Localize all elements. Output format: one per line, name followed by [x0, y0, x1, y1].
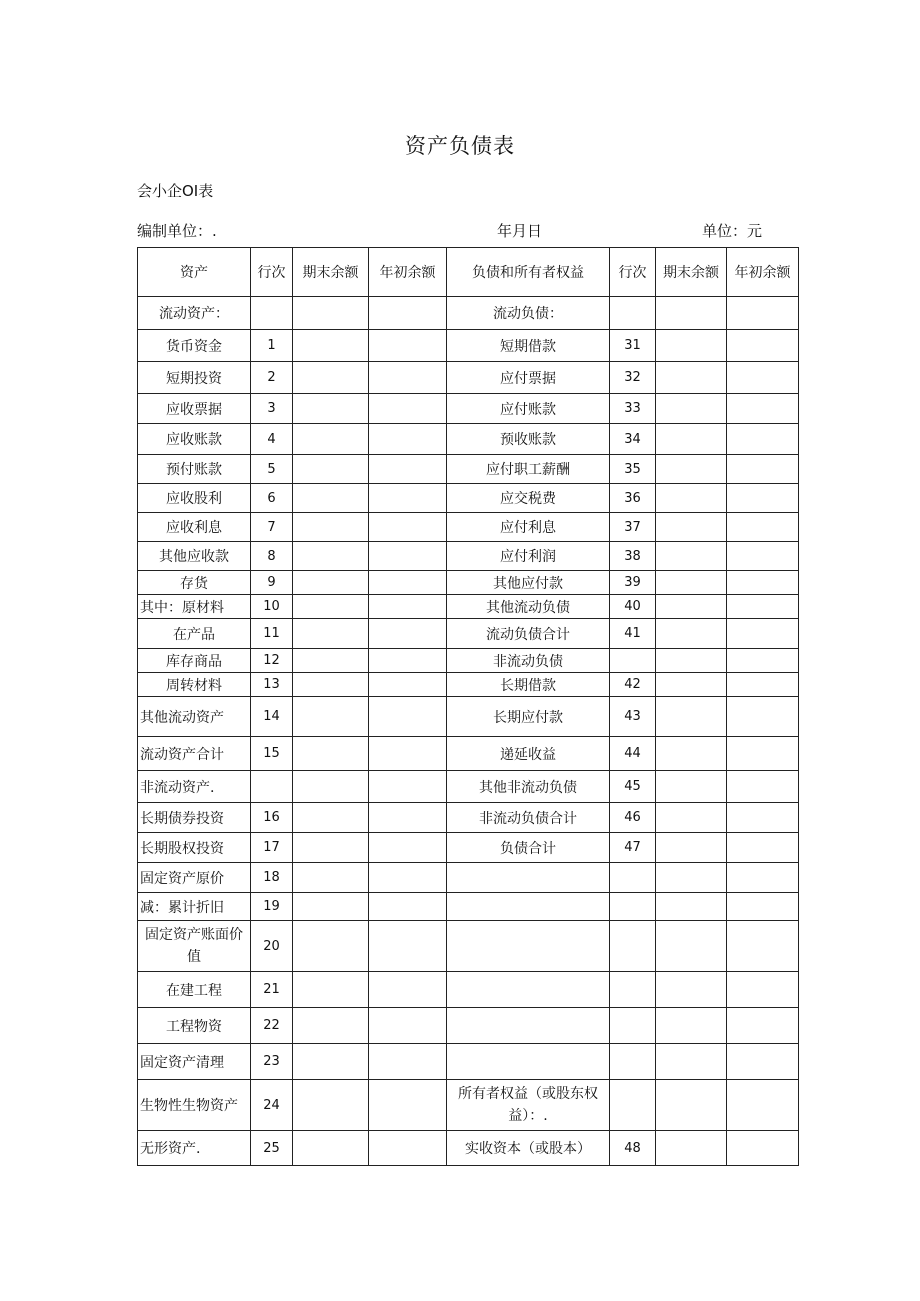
liab-name: 长期借款: [447, 673, 610, 697]
liab-line: 44: [610, 737, 656, 771]
liab-begin-cell[interactable]: [727, 424, 799, 455]
liab-name: 应交税费: [447, 484, 610, 513]
liab-name: [447, 921, 610, 972]
table-row: [138, 619, 799, 649]
liab-name: [447, 863, 610, 893]
liab-line: 32: [610, 362, 656, 394]
liab-line: 43: [610, 697, 656, 737]
liab-name: 预收账款: [447, 424, 610, 455]
asset-begin-cell[interactable]: [369, 362, 447, 394]
liab-end-cell[interactable]: [656, 1131, 727, 1166]
liab-line: [610, 297, 656, 330]
asset-name: 其中：原材料: [138, 595, 251, 619]
header-liab-begin: 年初余额: [727, 248, 799, 297]
asset-end-cell[interactable]: [293, 737, 369, 771]
liab-begin-cell[interactable]: [727, 394, 799, 424]
asset-end-cell[interactable]: [293, 1080, 369, 1131]
asset-begin-cell[interactable]: [369, 737, 447, 771]
liab-begin-cell[interactable]: [727, 972, 799, 1008]
liab-name: 非流动负债合计: [447, 803, 610, 833]
asset-line: 16: [251, 803, 293, 833]
asset-begin-cell[interactable]: [369, 542, 447, 571]
asset-name: 短期投资: [138, 362, 251, 394]
table-row: [138, 513, 799, 542]
liab-name: 实收资本（或股本）: [447, 1131, 610, 1166]
liab-line: 38: [610, 542, 656, 571]
table-row: [138, 1080, 799, 1131]
liab-end-cell[interactable]: [656, 1044, 727, 1080]
asset-begin-cell[interactable]: [369, 595, 447, 619]
header-asset: 资产: [138, 248, 251, 297]
asset-name: 库存商品: [138, 649, 251, 673]
liab-name: 其他应付款: [447, 571, 610, 595]
liab-begin-cell[interactable]: [727, 1131, 799, 1166]
liab-name: 长期应付款: [447, 697, 610, 737]
table-row: [138, 571, 799, 595]
liab-line: 48: [610, 1131, 656, 1166]
liab-end-cell[interactable]: [656, 330, 727, 362]
liab-line: 42: [610, 673, 656, 697]
asset-line: 19: [251, 893, 293, 921]
liab-name: 应付账款: [447, 394, 610, 424]
asset-end-cell[interactable]: [293, 484, 369, 513]
header-asset-begin: 年初余额: [369, 248, 447, 297]
liab-line: [610, 1008, 656, 1044]
asset-name: 在建工程: [138, 972, 251, 1008]
liab-begin-cell[interactable]: [727, 1044, 799, 1080]
asset-end-cell[interactable]: [293, 297, 369, 330]
liab-name: 应付票据: [447, 362, 610, 394]
liab-begin-cell[interactable]: [727, 833, 799, 863]
liab-line: 47: [610, 833, 656, 863]
table-row: [138, 484, 799, 513]
liab-line: 41: [610, 619, 656, 649]
asset-name: 存货: [138, 571, 251, 595]
asset-name: 在产品: [138, 619, 251, 649]
liab-line: 34: [610, 424, 656, 455]
liab-end-cell[interactable]: [656, 1008, 727, 1044]
liab-name: [447, 1044, 610, 1080]
table-row: [138, 893, 799, 921]
table-row: [138, 737, 799, 771]
asset-line: 22: [251, 1008, 293, 1044]
liab-end-cell[interactable]: [656, 542, 727, 571]
liab-begin-cell[interactable]: [727, 595, 799, 619]
liab-line: 46: [610, 803, 656, 833]
liab-end-cell[interactable]: [656, 893, 727, 921]
asset-begin-cell[interactable]: [369, 1044, 447, 1080]
liab-line: 40: [610, 595, 656, 619]
liab-begin-cell[interactable]: [727, 455, 799, 484]
liab-begin-cell[interactable]: [727, 619, 799, 649]
liab-name: 负债合计: [447, 833, 610, 863]
liab-begin-cell[interactable]: [727, 863, 799, 893]
liab-end-cell[interactable]: [656, 595, 727, 619]
asset-line: 1: [251, 330, 293, 362]
asset-line: 15: [251, 737, 293, 771]
asset-line: 25: [251, 1131, 293, 1166]
asset-name: 货币资金: [138, 330, 251, 362]
liab-line: [610, 893, 656, 921]
asset-line: 13: [251, 673, 293, 697]
table-row: [138, 673, 799, 697]
asset-end-cell[interactable]: [293, 542, 369, 571]
liab-name: 所有者权益（或股东权益）：.: [447, 1080, 610, 1131]
asset-begin-cell[interactable]: [369, 571, 447, 595]
asset-name: 无形资产.: [138, 1131, 251, 1166]
asset-end-cell[interactable]: [293, 673, 369, 697]
asset-line: 5: [251, 455, 293, 484]
asset-name: 应收账款: [138, 424, 251, 455]
asset-end-cell[interactable]: [293, 921, 369, 972]
liab-line: [610, 649, 656, 673]
asset-begin-cell[interactable]: [369, 803, 447, 833]
liab-end-cell[interactable]: [656, 455, 727, 484]
liab-name: 其他流动负债: [447, 595, 610, 619]
asset-name: 工程物资: [138, 1008, 251, 1044]
asset-name: 应收票据: [138, 394, 251, 424]
asset-end-cell[interactable]: [293, 571, 369, 595]
liab-end-cell[interactable]: [656, 297, 727, 330]
asset-begin-cell[interactable]: [369, 972, 447, 1008]
liab-begin-cell[interactable]: [727, 921, 799, 972]
liab-end-cell[interactable]: [656, 737, 727, 771]
table-row: [138, 833, 799, 863]
table-row: [138, 362, 799, 394]
liab-end-cell[interactable]: [656, 571, 727, 595]
asset-name: 流动资产合计: [138, 737, 251, 771]
asset-line: 12: [251, 649, 293, 673]
liab-begin-cell[interactable]: [727, 362, 799, 394]
asset-begin-cell[interactable]: [369, 649, 447, 673]
table-row: [138, 1044, 799, 1080]
asset-begin-cell[interactable]: [369, 424, 447, 455]
asset-line: 8: [251, 542, 293, 571]
asset-end-cell[interactable]: [293, 972, 369, 1008]
liab-begin-cell[interactable]: [727, 513, 799, 542]
table-header-row: [138, 248, 799, 297]
liab-end-cell[interactable]: [656, 513, 727, 542]
asset-line: 23: [251, 1044, 293, 1080]
table-row: [138, 330, 799, 362]
asset-end-cell[interactable]: [293, 893, 369, 921]
liab-line: 45: [610, 771, 656, 803]
asset-name: 长期债券投资: [138, 803, 251, 833]
asset-line: 17: [251, 833, 293, 863]
form-code: 会小企OI表: [137, 182, 214, 200]
liab-end-cell[interactable]: [656, 833, 727, 863]
asset-end-cell[interactable]: [293, 424, 369, 455]
asset-line: [251, 771, 293, 803]
asset-line: 24: [251, 1080, 293, 1131]
liab-end-cell[interactable]: [656, 619, 727, 649]
document-title: 资产负债表: [405, 134, 515, 158]
table-row: [138, 394, 799, 424]
asset-begin-cell[interactable]: [369, 833, 447, 863]
asset-name: 其他应收款: [138, 542, 251, 571]
liab-begin-cell[interactable]: [727, 673, 799, 697]
liab-name: 应付利润: [447, 542, 610, 571]
liab-name: 其他非流动负债: [447, 771, 610, 803]
liab-name: [447, 972, 610, 1008]
asset-name: 周转材料: [138, 673, 251, 697]
asset-begin-cell[interactable]: [369, 297, 447, 330]
asset-name: 非流动资产.: [138, 771, 251, 803]
liab-end-cell[interactable]: [656, 484, 727, 513]
header-asset-line: 行次: [251, 248, 293, 297]
asset-end-cell[interactable]: [293, 649, 369, 673]
liab-line: 33: [610, 394, 656, 424]
liab-begin-cell[interactable]: [727, 1008, 799, 1044]
liab-line: [610, 1044, 656, 1080]
asset-line: 10: [251, 595, 293, 619]
asset-end-cell[interactable]: [293, 362, 369, 394]
liab-line: 37: [610, 513, 656, 542]
date-label: 年月日: [497, 222, 543, 240]
asset-end-cell[interactable]: [293, 863, 369, 893]
asset-name: 其他流动资产: [138, 697, 251, 737]
asset-name: 减：累计折旧: [138, 893, 251, 921]
liab-end-cell[interactable]: [656, 1080, 727, 1131]
liab-begin-cell[interactable]: [727, 484, 799, 513]
asset-line: 18: [251, 863, 293, 893]
liab-begin-cell[interactable]: [727, 297, 799, 330]
asset-begin-cell[interactable]: [369, 863, 447, 893]
asset-name: 应收股利: [138, 484, 251, 513]
liab-line: 35: [610, 455, 656, 484]
asset-end-cell[interactable]: [293, 513, 369, 542]
liab-line: [610, 921, 656, 972]
header-liab-end: 期末余额: [656, 248, 727, 297]
liab-end-cell[interactable]: [656, 394, 727, 424]
asset-end-cell[interactable]: [293, 330, 369, 362]
asset-end-cell[interactable]: [293, 394, 369, 424]
liab-begin-cell[interactable]: [727, 771, 799, 803]
table-row: [138, 424, 799, 455]
liab-end-cell[interactable]: [656, 803, 727, 833]
asset-end-cell[interactable]: [293, 771, 369, 803]
balance-sheet-table: [137, 247, 799, 1166]
table-row: [138, 972, 799, 1008]
asset-begin-cell[interactable]: [369, 893, 447, 921]
asset-name: 固定资产原价: [138, 863, 251, 893]
table-row: [138, 1008, 799, 1044]
table-row: [138, 697, 799, 737]
liab-begin-cell[interactable]: [727, 737, 799, 771]
asset-begin-cell[interactable]: [369, 921, 447, 972]
asset-line: 21: [251, 972, 293, 1008]
asset-line: 7: [251, 513, 293, 542]
liab-line: 39: [610, 571, 656, 595]
asset-begin-cell[interactable]: [369, 673, 447, 697]
asset-end-cell[interactable]: [293, 619, 369, 649]
liab-end-cell[interactable]: [656, 673, 727, 697]
table-row: [138, 921, 799, 972]
table-row: [138, 803, 799, 833]
asset-begin-cell[interactable]: [369, 619, 447, 649]
liab-end-cell[interactable]: [656, 362, 727, 394]
liab-end-cell[interactable]: [656, 424, 727, 455]
liab-end-cell[interactable]: [656, 649, 727, 673]
asset-line: 14: [251, 697, 293, 737]
liab-end-cell[interactable]: [656, 771, 727, 803]
table-row: [138, 297, 799, 330]
liab-begin-cell[interactable]: [727, 893, 799, 921]
asset-line: 20: [251, 921, 293, 972]
asset-end-cell[interactable]: [293, 595, 369, 619]
header-liab: 负债和所有者权益: [447, 248, 610, 297]
liab-begin-cell[interactable]: [727, 330, 799, 362]
asset-begin-cell[interactable]: [369, 697, 447, 737]
asset-name: 流动资产：: [138, 297, 251, 330]
liab-name: 非流动负债: [447, 649, 610, 673]
asset-begin-cell[interactable]: [369, 513, 447, 542]
table-row: [138, 595, 799, 619]
table-row: [138, 649, 799, 673]
liab-name: 流动负债：: [447, 297, 610, 330]
liab-line: [610, 863, 656, 893]
asset-name: 应收利息: [138, 513, 251, 542]
asset-begin-cell[interactable]: [369, 330, 447, 362]
asset-end-cell[interactable]: [293, 1044, 369, 1080]
liab-name: 递延收益: [447, 737, 610, 771]
asset-line: 9: [251, 571, 293, 595]
asset-end-cell[interactable]: [293, 1008, 369, 1044]
table-row: [138, 455, 799, 484]
asset-begin-cell[interactable]: [369, 1008, 447, 1044]
liab-name: 短期借款: [447, 330, 610, 362]
asset-begin-cell[interactable]: [369, 484, 447, 513]
currency-unit-label: 单位：元: [702, 222, 763, 240]
asset-end-cell[interactable]: [293, 697, 369, 737]
liab-name: 应付利息: [447, 513, 610, 542]
liab-end-cell[interactable]: [656, 921, 727, 972]
asset-line: 11: [251, 619, 293, 649]
table-row: [138, 863, 799, 893]
liab-begin-cell[interactable]: [727, 697, 799, 737]
asset-end-cell[interactable]: [293, 455, 369, 484]
liab-line: 31: [610, 330, 656, 362]
header-liab-line: 行次: [610, 248, 656, 297]
asset-line: 4: [251, 424, 293, 455]
table-row: [138, 542, 799, 571]
liab-end-cell[interactable]: [656, 863, 727, 893]
asset-line: 3: [251, 394, 293, 424]
liab-line: [610, 972, 656, 1008]
asset-end-cell[interactable]: [293, 803, 369, 833]
table-row: [138, 1131, 799, 1166]
liab-begin-cell[interactable]: [727, 1080, 799, 1131]
table-row: [138, 771, 799, 803]
asset-line: [251, 297, 293, 330]
asset-name: 预付账款: [138, 455, 251, 484]
liab-name: [447, 1008, 610, 1044]
asset-end-cell[interactable]: [293, 1131, 369, 1166]
asset-begin-cell[interactable]: [369, 455, 447, 484]
liab-end-cell[interactable]: [656, 697, 727, 737]
asset-line: 2: [251, 362, 293, 394]
liab-begin-cell[interactable]: [727, 542, 799, 571]
asset-name: 固定资产账面价值: [138, 921, 251, 972]
asset-begin-cell[interactable]: [369, 394, 447, 424]
liab-line: 36: [610, 484, 656, 513]
asset-begin-cell[interactable]: [369, 1131, 447, 1166]
liab-line: [610, 1080, 656, 1131]
header-asset-end: 期末余额: [293, 248, 369, 297]
liab-end-cell[interactable]: [656, 972, 727, 1008]
liab-name: [447, 893, 610, 921]
liab-begin-cell[interactable]: [727, 649, 799, 673]
liab-name: 流动负债合计: [447, 619, 610, 649]
liab-begin-cell[interactable]: [727, 803, 799, 833]
asset-line: 6: [251, 484, 293, 513]
asset-end-cell[interactable]: [293, 833, 369, 863]
asset-begin-cell[interactable]: [369, 1080, 447, 1131]
asset-name: 生物性生物资产: [138, 1080, 251, 1131]
asset-name: 固定资产清理: [138, 1044, 251, 1080]
liab-name: 应付职工薪酬: [447, 455, 610, 484]
asset-name: 长期股权投资: [138, 833, 251, 863]
liab-begin-cell[interactable]: [727, 571, 799, 595]
prepared-by-label: 编制单位：.: [137, 222, 217, 240]
asset-begin-cell[interactable]: [369, 771, 447, 803]
table-body: [138, 297, 799, 1166]
